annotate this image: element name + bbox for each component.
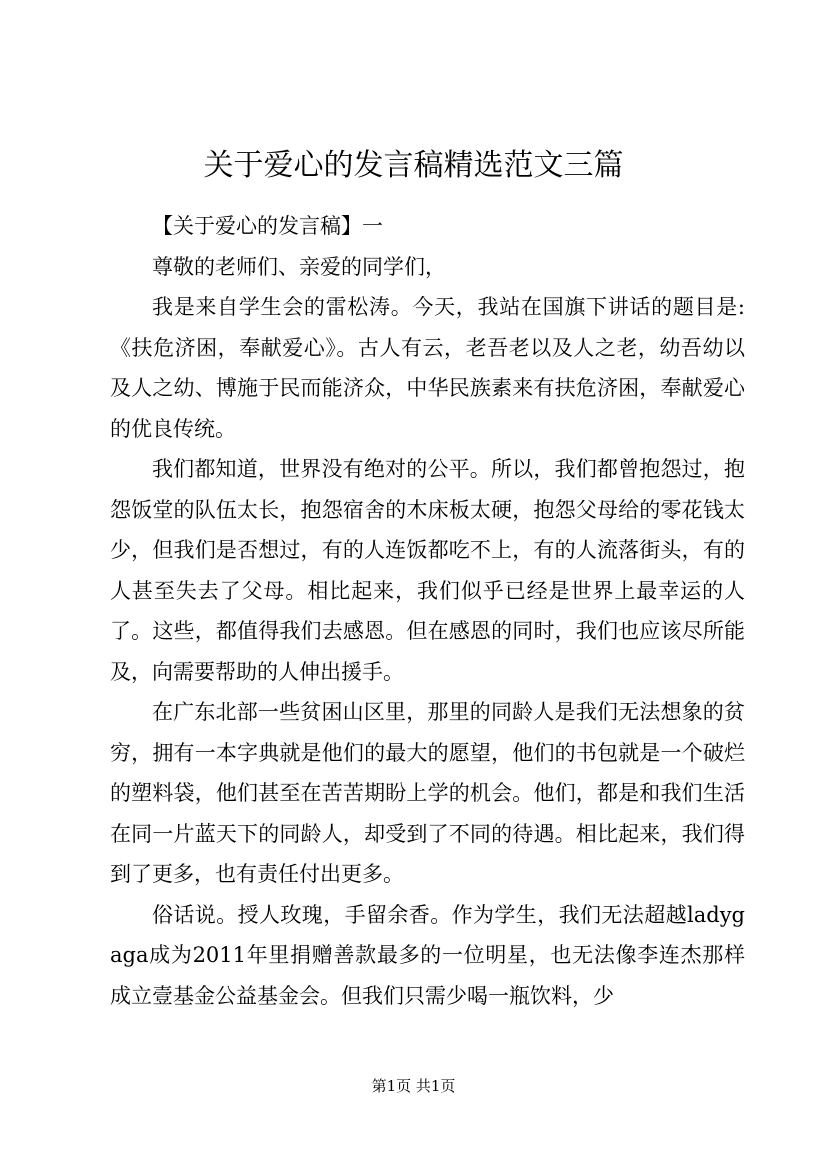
document-body — [110, 206, 745, 1016]
salutation-paragraph: 尊敬的老师们、亲爱的同学们， — [152, 254, 446, 279]
body-paragraph: 我是来自学生会的雷松涛。今天，我站在国旗下讲话的题目是:《扶危济困，奉献爱心》。古人有云，老吾老以及人之老，幼吾幼以及人之幼、博施于民而能济众，中华民族素来有扶危济困，奉献爱心的优良传统。 — [110, 295, 745, 441]
document-title: 关于爱心的发言稿精选范文三篇 — [203, 148, 624, 183]
section-heading: 【关于爱心的发言稿】一 — [152, 214, 383, 238]
body-paragraph: 俗话说。授人玫瑰，手留余香。作为学生，我们无法超越ladygaga成为2011年里捐赠善款最多的一位明星，也无法像李连杰那样成立壹基金公益基金会。但我们只需少喝一瓶饮料，少 — [110, 902, 745, 1008]
page-footer: 第1页 共1页 — [371, 1077, 456, 1095]
body-paragraph: 我们都知道，世界没有绝对的公平。所以，我们都曾抱怨过，抱怨饭堂的队伍太长，抱怨宿舍的木床板太硬，抱怨父母给的零花钱太少，但我们是否想过，有的人连饭都吃不上，有的人流落街头，有的人甚至失去了父母。相比起来，我们似乎已经是世界上最幸运的人了。这些，都值得我们去感恩。但在感恩的同时，我们也应该尽所能及，向需要帮助的人伸出援手。 — [110, 457, 745, 684]
body-paragraph: 在广东北部一些贫困山区里，那里的同龄人是我们无法想象的贫穷，拥有一本字典就是他们的最大的愿望，他们的书包就是一个破烂的塑料袋，他们甚至在苦苦期盼上学的机会。他们，都是和我们生活在同一片蓝天下的同龄人，却受到了不同的待遇。相比起来，我们得到了更多，也有责任付出更多。 — [110, 700, 745, 886]
